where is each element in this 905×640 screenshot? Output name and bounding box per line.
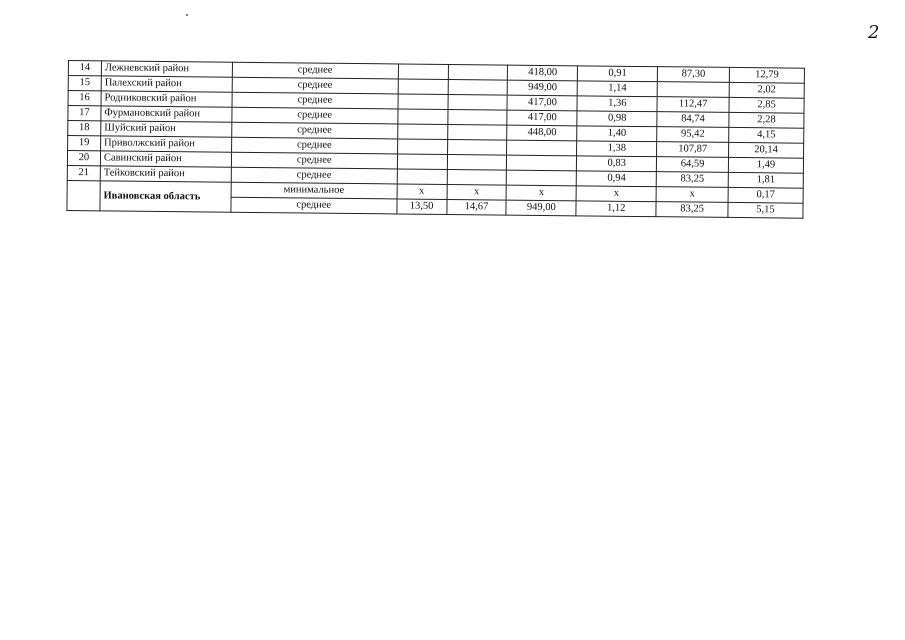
cell-col-3: 417,00 (507, 110, 577, 126)
cell-col-3: 417,00 (507, 95, 577, 111)
cell-col-2 (447, 154, 507, 170)
row-number: 17 (68, 106, 101, 121)
cell-col-1 (397, 169, 447, 185)
cell-col-1 (397, 109, 447, 125)
cell-col-4: 0,83 (577, 156, 657, 172)
cell-col-4: 0,98 (577, 111, 657, 127)
cell-col-4: x (576, 186, 656, 202)
district-name: Фурмановский район (101, 106, 232, 122)
cell-col-2 (448, 64, 508, 80)
cell-col-4: 1,36 (577, 96, 657, 112)
cell-col-1 (398, 64, 448, 80)
district-name: Лежневский район (101, 61, 232, 77)
district-name: Приволжский район (101, 136, 232, 152)
cell-col-6: 2,02 (729, 82, 804, 98)
cell-col-3 (507, 140, 577, 156)
cell-col-4: 1,14 (577, 81, 657, 97)
cell-col-1 (398, 79, 448, 95)
cell-col-5: 84,74 (657, 112, 729, 128)
cell-col-3: 949,00 (506, 200, 576, 216)
cell-col-6: 1,49 (728, 157, 803, 173)
value-type: среднее (232, 107, 398, 124)
value-type: среднее (231, 137, 397, 154)
cell-col-2 (448, 94, 508, 110)
cell-col-1: 13,50 (396, 199, 446, 215)
cell-col-5: 83,25 (656, 172, 728, 188)
region-name: Ивановская область (100, 181, 231, 212)
cell-col-3: 949,00 (508, 80, 578, 96)
cell-col-5: 87,30 (657, 67, 729, 83)
row-number: 18 (68, 121, 101, 136)
cell-col-3 (507, 155, 577, 171)
cell-col-4: 1,38 (577, 141, 657, 157)
row-number: 16 (68, 91, 101, 106)
cell-col-2 (447, 109, 507, 125)
cell-col-3: x (506, 185, 576, 201)
cell-col-6: 2,85 (729, 97, 804, 113)
cell-col-3 (507, 170, 577, 186)
cell-col-6: 12,79 (729, 67, 804, 83)
cell-col-4: 0,94 (577, 171, 657, 187)
cell-col-6: 1,81 (728, 172, 803, 188)
district-name: Родниковский район (101, 91, 232, 107)
row-number-empty (67, 180, 100, 210)
cell-col-2 (447, 124, 507, 140)
cell-col-5: 83,25 (656, 202, 728, 218)
row-number: 15 (68, 76, 101, 91)
cell-col-5: 64,59 (657, 157, 729, 173)
value-type: среднее (231, 197, 397, 214)
value-type: минимальное (231, 182, 397, 199)
district-name: Шуйский район (101, 121, 232, 137)
table-body (67, 61, 805, 219)
cell-col-5: 95,42 (657, 127, 729, 143)
row-number: 21 (67, 165, 100, 180)
cell-col-3: 418,00 (508, 65, 578, 81)
row-number: 20 (67, 151, 100, 166)
cell-col-1 (397, 154, 447, 170)
cell-col-6: 5,15 (728, 202, 803, 218)
cell-col-1: x (397, 184, 447, 200)
cell-col-6: 20,14 (729, 142, 804, 158)
value-type: среднее (232, 77, 398, 94)
district-name: Палехский район (101, 76, 232, 92)
value-type: среднее (232, 122, 398, 139)
cell-col-2: x (447, 184, 507, 200)
data-table (66, 60, 805, 219)
cell-col-2 (448, 79, 508, 95)
cell-col-3: 448,00 (507, 125, 577, 141)
cell-col-1 (397, 124, 447, 140)
cell-col-2 (447, 169, 507, 185)
cell-col-6: 4,15 (729, 127, 804, 143)
cell-col-5: 107,87 (657, 142, 729, 158)
value-type: среднее (232, 92, 398, 109)
cell-col-5: x (656, 187, 728, 203)
cell-col-5 (657, 82, 729, 98)
cell-col-4: 1,12 (576, 201, 656, 217)
value-type: среднее (231, 167, 397, 184)
cell-col-4: 0,91 (578, 66, 658, 82)
page-number: 2 (868, 22, 880, 43)
district-name: Савинский район (100, 151, 231, 167)
cell-col-2: 14,67 (446, 199, 506, 215)
cell-col-1 (397, 139, 447, 155)
cell-col-5: 112,47 (657, 97, 729, 113)
data-table-container (66, 60, 805, 219)
district-name: Тейковский район (100, 166, 231, 182)
cell-col-1 (398, 94, 448, 110)
cell-col-6: 2,28 (729, 112, 804, 128)
value-type: среднее (231, 152, 397, 169)
cell-col-4: 1,40 (577, 126, 657, 142)
row-number: 14 (68, 61, 101, 76)
value-type: среднее (232, 62, 398, 79)
row-number: 19 (68, 136, 101, 151)
cell-col-2 (447, 139, 507, 155)
scan-speck (186, 14, 188, 16)
cell-col-6: 0,17 (728, 187, 803, 203)
